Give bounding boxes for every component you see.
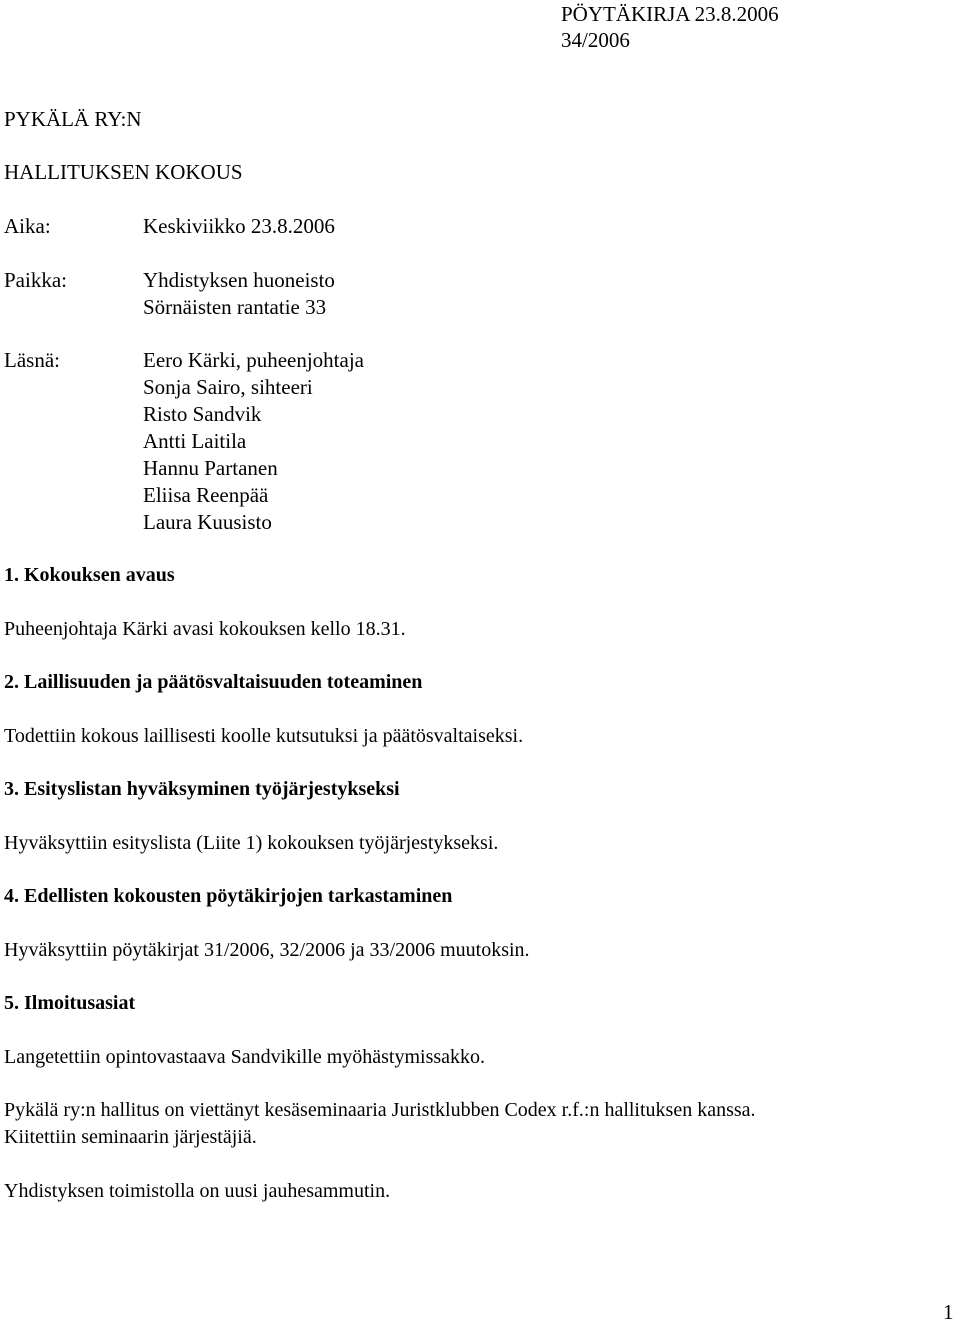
section-heading: 5. Ilmoitusasiat [4, 992, 136, 1014]
section-paragraph: Hyväksyttiin pöytäkirjat 31/2006, 32/2006 ja 33/2006 muutoksin. [4, 939, 530, 961]
attendee: Sonja Sairo, sihteeri [143, 375, 313, 399]
section-heading: 3. Esityslistan hyväksyminen työjärjestykseksi [4, 778, 400, 800]
section-paragraph: Yhdistyksen toimistolla on uusi jauhesammutin. [4, 1180, 391, 1202]
place-label: Paikka: [4, 268, 67, 292]
attendee: Eliisa Reenpää [143, 483, 269, 507]
section-paragraph: Puheenjohtaja Kärki avasi kokouksen kello 18.31. [4, 618, 406, 640]
page-number: 1 [943, 1300, 954, 1324]
present-label: Läsnä: [4, 348, 60, 372]
attendee: Antti Laitila [143, 429, 247, 453]
section-paragraph: Langetettiin opintovastaava Sandvikille myöhästymissakko. [4, 1046, 486, 1068]
section-paragraph: Kiitettiin seminaarin järjestäjiä. [4, 1126, 257, 1148]
section-paragraph: Todettiin kokous laillisesti koolle kutsutuksi ja päätösvaltaiseksi. [4, 725, 524, 747]
place-line: Yhdistyksen huoneisto [143, 268, 335, 292]
document-type-date: PÖYTÄKIRJA 23.8.2006 [561, 2, 779, 26]
document-number: 34/2006 [561, 28, 630, 52]
section-heading: 4. Edellisten kokousten pöytäkirjojen tarkastaminen [4, 885, 453, 907]
attendee: Risto Sandvik [143, 402, 262, 426]
attendee: Hannu Partanen [143, 456, 278, 480]
section-heading: 2. Laillisuuden ja päätösvaltaisuuden toteaminen [4, 671, 423, 693]
meeting-title: HALLITUKSEN KOKOUS [4, 160, 243, 184]
section-paragraph: Hyväksyttiin esityslista (Liite 1) kokouksen työjärjestykseksi. [4, 832, 499, 854]
section-heading: 1. Kokouksen avaus [4, 564, 175, 586]
section-paragraph: Pykälä ry:n hallitus on viettänyt kesäseminaaria Juristklubben Codex r.f.:n hallituksen kanssa. [4, 1099, 756, 1121]
time-label: Aika: [4, 214, 51, 238]
attendee: Laura Kuusisto [143, 510, 272, 534]
place-line: Sörnäisten rantatie 33 [143, 295, 327, 319]
attendee: Eero Kärki, puheenjohtaja [143, 348, 364, 372]
time-value: Keskiviikko 23.8.2006 [143, 214, 335, 238]
organization-title: PYKÄLÄ RY:N [4, 107, 142, 131]
